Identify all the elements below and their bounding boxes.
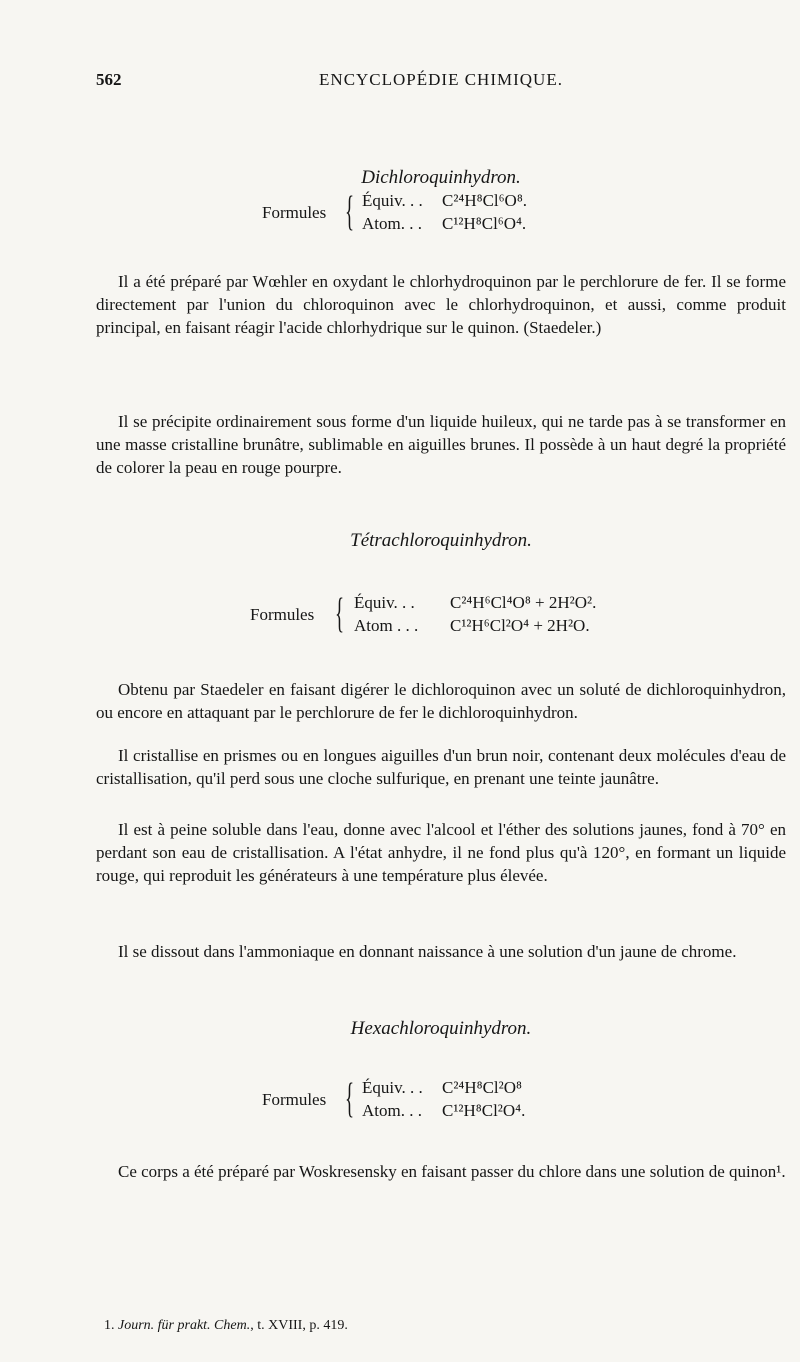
footnote-source: Journ. für prakt. Chem. <box>118 1318 251 1333</box>
formula-block-tetrachloroquinhydron <box>250 593 630 639</box>
formula-kind-equiv: Équiv. . . <box>362 191 423 210</box>
paragraph: Il est à peine soluble dans l'eau, donne avec l'alcool et l'éther des solutions jaunes, fond à 70° en perdant son eau de cristallisation. A l'état anhydre, il ne fond plus qu'à 120°, en formant un liquide rouge, qui reproduit les générateurs à une température plus élevée. <box>96 820 786 885</box>
section-title-dichloroquinhydron: Dichloroquinhydron. <box>361 167 521 188</box>
formula-value-equiv: C²⁴H⁸Cl²O⁸ <box>442 1078 522 1097</box>
paragraph: Obtenu par Staedeler en faisant digérer le dichloroquinon avec un soluté de dichloroquinhydron, ou encore en attaquant par le perchlorure de fer le dichloroquinhydron. <box>96 680 786 722</box>
formula-value-atom: C¹²H⁸Cl⁶O⁴. <box>442 214 527 233</box>
section-title-tetrachloroquinhydron: Tétrachloroquinhydron. <box>350 530 532 551</box>
paragraph: Il cristallise en prismes ou en longues aiguilles d'un brun noir, contenant deux molécules d'eau de cristallisation, qu'il perd sous une cloche sulfurique, en prenant une teinte jaunâtre. <box>96 746 786 788</box>
formula-label: Formules <box>262 203 327 222</box>
formula-kind-atom: Atom. . . <box>362 214 422 233</box>
paragraph: Ce corps a été préparé par Woskresensky en faisant passer du chlore dans une solution de quinon¹. <box>118 1162 786 1181</box>
formula-label: Formules <box>262 1090 327 1109</box>
paragraph: Il se dissout dans l'ammoniaque en donnant naissance à une solution d'un jaune de chrome. <box>118 942 737 961</box>
footnote-details: , t. XVIII, p. 419. <box>250 1318 348 1333</box>
formula-value-atom: C¹²H⁸Cl²O⁴. <box>442 1101 526 1120</box>
formula-kind-atom: Atom. . . <box>362 1101 422 1120</box>
footnote <box>104 1318 348 1334</box>
brace-symbol: { <box>345 189 355 235</box>
footnote-number: 1. <box>104 1318 115 1333</box>
running-title: ENCYCLOPÉDIE CHIMIQUE. <box>319 70 563 89</box>
formula-block-hexachloroquinhydron <box>262 1078 592 1124</box>
brace-symbol: { <box>345 1076 355 1122</box>
formula-kind-equiv: Équiv. . . <box>362 1078 423 1097</box>
paragraph: Il a été préparé par Wœhler en oxydant le chlorhydroquinon par le perchlorure de fer. Il se forme directement par l'union du chloroquinon avec le chlorhydroquinon, et aussi, comme produit principal, en faisant réagir l'acide chlorhydrique sur le quinon. (Staedeler.) <box>96 272 786 337</box>
paragraph: Il se précipite ordinairement sous forme d'un liquide huileux, qui ne tarde pas à se transformer en une masse cristalline brunâtre, sublimable en aiguilles brunes. Il possède à un haut degré la propriété de colorer la peau en rouge pourpre. <box>96 412 786 477</box>
formula-value-equiv: C²⁴H⁸Cl⁶O⁸. <box>442 191 528 210</box>
page-header <box>96 70 786 94</box>
section-title-hexachloroquinhydron: Hexachloroquinhydron. <box>350 1018 532 1039</box>
formula-value-equiv: C²⁴H⁶Cl⁴O⁸ + 2H²O². <box>450 593 597 612</box>
formula-kind-equiv: Équiv. . . <box>354 593 415 612</box>
brace-symbol: { <box>335 591 345 637</box>
formula-kind-atom: Atom . . . <box>354 616 419 635</box>
formula-value-atom: C¹²H⁶Cl²O⁴ + 2H²O. <box>450 616 590 635</box>
page-number: 562 <box>96 70 122 89</box>
formula-block-dichloroquinhydron <box>262 191 592 237</box>
formula-label: Formules <box>250 605 315 624</box>
